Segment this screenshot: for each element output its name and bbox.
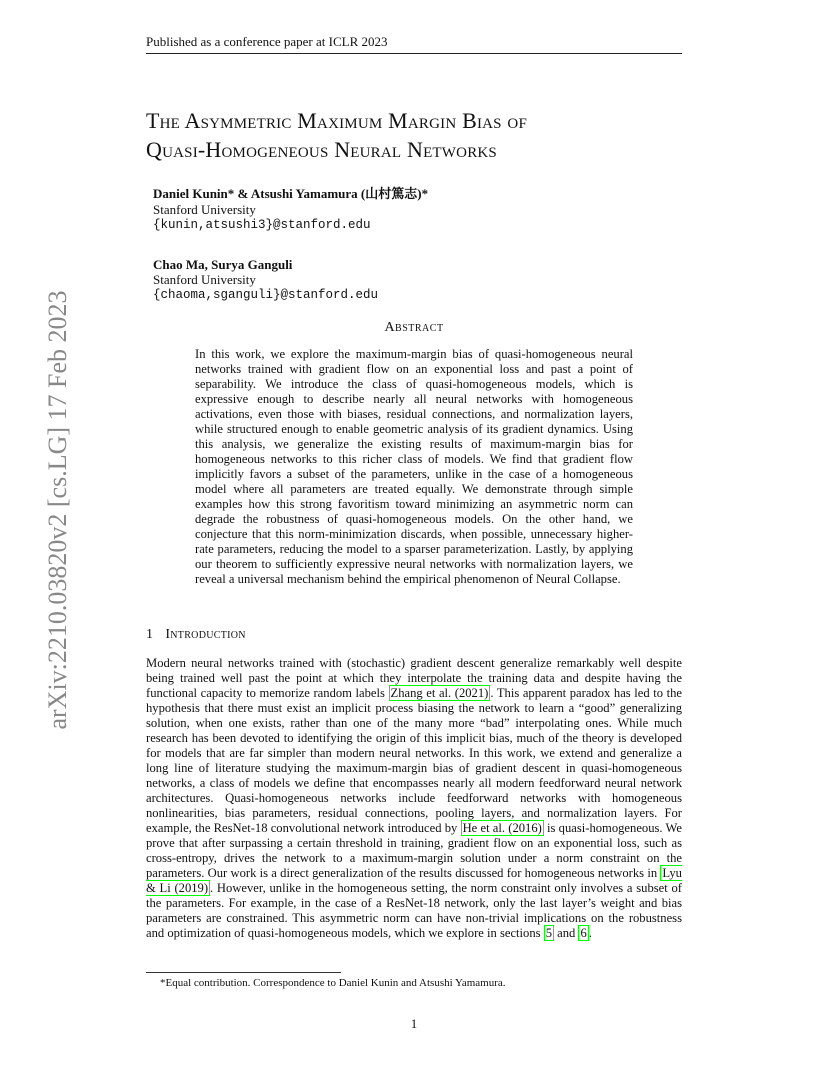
intro-text-5: and bbox=[553, 926, 579, 940]
intro-text-6: . bbox=[588, 926, 592, 940]
running-header: Published as a conference paper at ICLR 2023 bbox=[146, 34, 388, 49]
citation-link-zhang[interactable]: Zhang et al. (2021) bbox=[390, 686, 489, 700]
footnote: *Equal contribution. Correspondence to Daniel Kunin and Atsushi Yamamura. bbox=[160, 977, 506, 989]
citation-link-he[interactable]: He et al. (2016) bbox=[462, 821, 542, 835]
intro-text-4: . However, unlike in the homogeneous setting, the norm constraint only involves a subset of the parameters. For example, in the case of a ResNet-18 network, only the last layer’s weight and bias parameters are constrained. This asymmetric norm can have non-trivial implications on the robustness and optimization of quasi-homogeneous models, which we explore in sections bbox=[146, 881, 682, 940]
section-link-5[interactable]: 5 bbox=[545, 926, 552, 940]
section-link-6[interactable]: 6 bbox=[580, 926, 587, 940]
section-number: 1 bbox=[146, 627, 154, 642]
abstract-text: In this work, we explore the maximum-margin bias of quasi-homogeneous neural networks trained with gradient flow on an exponential loss and past a point of separability. We introduce the class of quasi-homogeneous models, which is expressive enough to describe nearly all neural networks with homogeneous activations, even those with biases, residual connections, and normalization layers, while structured enough to enable geometric analysis of its gradient dynamics. Using this analysis, we generalize the existing results of maximum-margin bias for homogeneous networks to this richer class of models. We find that gradient flow implicitly favors a subset of the parameters, unlike in the case of a homogeneous model where all parameters are treated equally. We demonstrate through simple examples how this strong favoritism toward minimizing an asymmetric norm can degrade the robustness of quasi-homogeneous models. On the other hand, we conjecture that this norm-minimization discards, when possible, unnecessary higher-rate parameters, reducing the model to a sparser parameterization. Lastly, by applying our theorem to sufficiently expressive neural networks with normalization layers, we reveal a universal mechanism behind the empirical phenomenon of Neural Collapse. bbox=[195, 347, 633, 586]
arxiv-stamp bbox=[38, 290, 78, 730]
header-rule bbox=[146, 53, 682, 54]
paper-title bbox=[146, 106, 706, 164]
author-affiliation-2: Stanford University bbox=[153, 272, 256, 287]
title-line-1: The Asymmetric Maximum Margin Bias of bbox=[146, 108, 527, 133]
footnote-rule bbox=[146, 972, 341, 973]
intro-text-2: . This apparent paradox has led to the hypothesis that there must exist an implicit process biasing the network to learn a “good” generalizing solution, when one exists, rather than one of the many more “bad” interpolating ones. While much research has been devoted to identifying the origin of this implicit bias, much of the theory is developed for models that are far simpler than modern neural networks. In this work, we extend and generalize a long line of literature studying the maximum-margin bias of gradient descent in quasi-homogeneous networks, a class of models we define that encompasses nearly all modern feedforward neural network architectures. Quasi-homogeneous networks include feedforward networks with homogeneous nonlinearities, bias parameters, residual connections, pooling layers, and normalization layers. For example, the ResNet-18 convolutional network introduced by bbox=[146, 686, 682, 835]
introduction-paragraph bbox=[146, 656, 682, 941]
arxiv-stamp-text: arXiv:2210.03820v2 [cs.LG] 17 Feb 2023 bbox=[43, 290, 72, 730]
author-email-1: {kunin,atsushi3}@stanford.edu bbox=[153, 218, 371, 232]
citation-link-lyu[interactable]: Lyu & Li (2019) bbox=[146, 866, 682, 895]
page-number: 1 bbox=[410, 1016, 418, 1031]
author-names-2: Chao Ma, Surya Ganguli bbox=[153, 257, 293, 272]
title-line-2: Quasi-Homogeneous Neural Networks bbox=[146, 137, 497, 162]
section-title: Introduction bbox=[165, 627, 246, 642]
section-heading-introduction bbox=[146, 627, 246, 643]
author-names-1: Daniel Kunin* & Atsushi Yamamura (山村篤志)* bbox=[153, 186, 429, 201]
intro-text-3: is quasi-homogeneous. We prove that after surpassing a certain threshold in training, gradient flow on an exponential loss, such as cross-entropy, drives the network to a maximum-margin solution under a norm constraint on the parameters. Our work is a direct generalization of the results discussed for homogeneous networks in bbox=[146, 821, 683, 880]
abstract-heading: Abstract bbox=[384, 320, 444, 335]
author-email-2: {chaoma,sganguli}@stanford.edu bbox=[153, 288, 379, 302]
author-affiliation-1: Stanford University bbox=[153, 202, 256, 217]
intro-text-1: Modern neural networks trained with (stochastic) gradient descent generalize remarkably well despite being trained well past the point at which they interpolate the training data and despite having the functional capacity to memorize random labels bbox=[146, 656, 682, 700]
